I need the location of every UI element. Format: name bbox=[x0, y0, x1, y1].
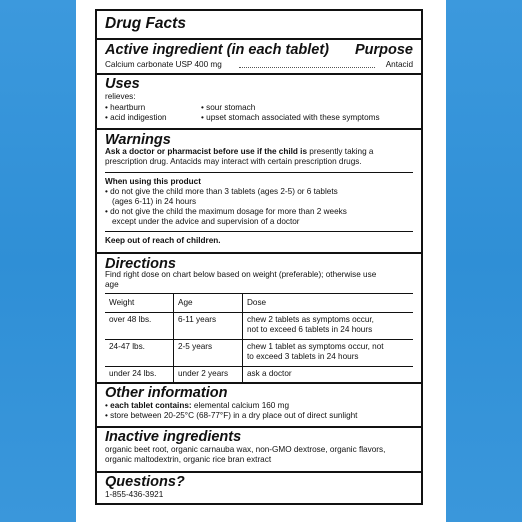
thin-divider bbox=[105, 231, 413, 232]
purpose-text: Antacid bbox=[385, 60, 413, 69]
phone-number: 1-855-436-3921 bbox=[105, 490, 164, 499]
divider bbox=[97, 252, 421, 254]
directions-intro-cont: age bbox=[105, 280, 119, 289]
uses-heading: Uses bbox=[105, 76, 140, 92]
dose-line: to exceed 3 tablets in 24 hours bbox=[247, 352, 359, 361]
left-blue-band bbox=[0, 0, 76, 522]
use-item-text: sour stomach bbox=[206, 103, 256, 112]
questions-heading: Questions? bbox=[105, 474, 185, 490]
divider bbox=[97, 38, 421, 40]
active-ingredient-heading: Active ingredient (in each tablet) bbox=[105, 42, 329, 58]
table-row bbox=[105, 340, 413, 367]
directions-intro: Find right dose on chart below based on weight (preferable); otherwise use bbox=[105, 270, 377, 279]
warning-bullet-text: do not give the child more than 3 tablets (ages 2-5) or 6 tablets bbox=[110, 187, 338, 196]
divider bbox=[97, 382, 421, 384]
divider bbox=[97, 73, 421, 75]
directions-heading: Directions bbox=[105, 256, 176, 272]
right-blue-band bbox=[446, 0, 522, 522]
other-info-rest: elemental calcium 160 mg bbox=[193, 401, 290, 410]
table-cell: 24-47 lbs. bbox=[105, 340, 174, 367]
dose-line: chew 1 tablet as symptoms occur, not bbox=[247, 342, 384, 351]
ask-doctor-bold: Ask a doctor or pharmacist before use if the child is bbox=[105, 147, 308, 156]
other-info-heading: Other information bbox=[105, 385, 228, 401]
use-item-text: upset stomach associated with these symptoms bbox=[206, 113, 380, 122]
drug-facts-title: Drug Facts bbox=[105, 15, 186, 32]
table-cell bbox=[243, 313, 414, 340]
warning-bullet: • do not give the child the maximum dosage for more than 2 weeks bbox=[105, 207, 347, 216]
other-info-text: store between 20-25°C (68-77°F) in a dry place out of direct sunlight bbox=[110, 411, 358, 420]
table-header: Dose bbox=[243, 294, 414, 313]
use-item: • upset stomach associated with these symptoms bbox=[201, 113, 380, 122]
when-using-heading: When using this product bbox=[105, 177, 201, 186]
uses-intro: relieves: bbox=[105, 92, 136, 101]
use-item: • heartburn bbox=[105, 103, 146, 112]
dose-line: not to exceed 6 tablets in 24 hours bbox=[247, 325, 373, 334]
table-cell: over 48 lbs. bbox=[105, 313, 174, 340]
table-cell: 6-11 years bbox=[174, 313, 243, 340]
table-cell: 2-5 years bbox=[174, 340, 243, 367]
divider bbox=[97, 471, 421, 473]
use-item-text: acid indigestion bbox=[110, 113, 167, 122]
table-row bbox=[105, 313, 413, 340]
inactive-text: organic beet root, organic carnauba wax, non-GMO dextrose, organic flavors, bbox=[105, 445, 386, 454]
use-item: • sour stomach bbox=[201, 103, 256, 112]
divider bbox=[97, 426, 421, 428]
other-info-bold: each tablet contains: bbox=[110, 401, 192, 410]
table-cell: ask a doctor bbox=[243, 367, 414, 384]
thin-divider bbox=[105, 172, 413, 173]
dosage-table bbox=[105, 293, 413, 384]
warnings-heading: Warnings bbox=[105, 132, 171, 148]
ask-doctor-text bbox=[105, 147, 373, 157]
other-info-item: • each tablet contains: elemental calcium 160 mg bbox=[105, 401, 290, 410]
table-row bbox=[105, 367, 413, 384]
table-cell: under 24 lbs. bbox=[105, 367, 174, 384]
inactive-heading: Inactive ingredients bbox=[105, 429, 242, 445]
ask-doctor-rest: presently taking a bbox=[309, 147, 374, 156]
table-header: Age bbox=[174, 294, 243, 313]
warning-bullet: • do not give the child more than 3 tablets (ages 2-5) or 6 tablets bbox=[105, 187, 338, 196]
purpose-heading: Purpose bbox=[354, 42, 413, 58]
leader-dots bbox=[239, 67, 375, 68]
dose-line: chew 2 tablets as symptoms occur, bbox=[247, 315, 374, 324]
use-item: • acid indigestion bbox=[105, 113, 167, 122]
ingredient-text: Calcium carbonate USP 400 mg bbox=[105, 60, 222, 69]
warning-bullet-cont: except under the advice and supervision of a doctor bbox=[112, 217, 300, 226]
use-item-text: heartburn bbox=[110, 103, 146, 112]
ask-doctor-line2: prescription drug. Antacids may interact with certain prescription drugs. bbox=[105, 157, 362, 166]
warning-bullet-cont: (ages 6-11) in 24 hours bbox=[112, 197, 197, 206]
table-header: Weight bbox=[105, 294, 174, 313]
table-cell: under 2 years bbox=[174, 367, 243, 384]
drug-facts-panel bbox=[95, 9, 423, 505]
keep-out-text: Keep out of reach of children. bbox=[105, 236, 221, 245]
other-info-item: • store between 20-25°C (68-77°F) in a dry place out of direct sunlight bbox=[105, 411, 358, 420]
divider bbox=[97, 128, 421, 130]
table-cell bbox=[243, 340, 414, 367]
table-header-row bbox=[105, 294, 413, 313]
inactive-text-cont: organic maltodextrin, organic rice bran extract bbox=[105, 455, 272, 464]
warning-bullet-text: do not give the child the maximum dosage for more than 2 weeks bbox=[110, 207, 347, 216]
